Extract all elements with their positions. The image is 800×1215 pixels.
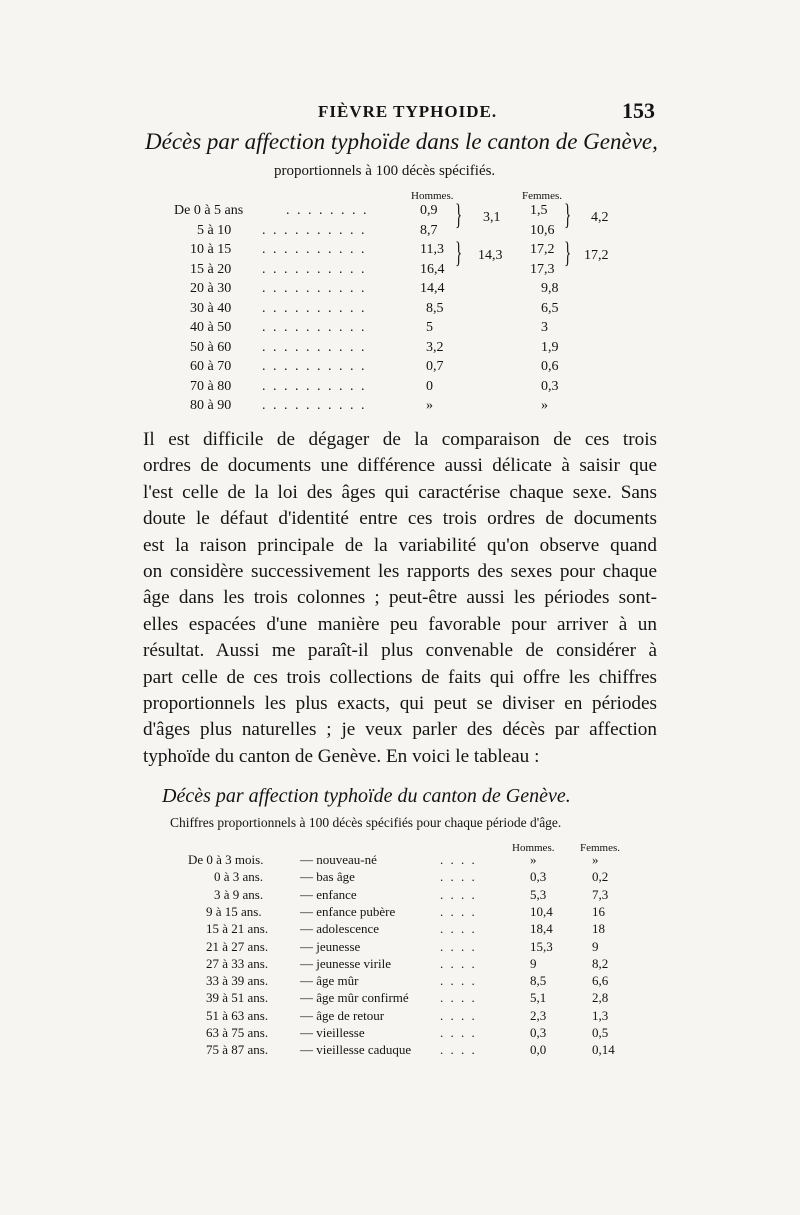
paragraph-line: âge dans les trois colonnes ; peut-être aussi les périodes sont- [143, 587, 657, 609]
table2-age-cell: De 0 à 3 mois. [188, 852, 264, 867]
table2-period-cell: — enfance pubère [300, 903, 396, 919]
table1-row [0, 359, 800, 379]
table1-women-cell: 3 [541, 320, 548, 335]
table2-age-cell: 63 à 75 ans. [206, 1025, 269, 1040]
table2-men-cell: 18,4 [530, 921, 553, 937]
table1-brace-women-0-10: } [564, 198, 572, 231]
table2-leader-dots: . . . . [440, 1007, 477, 1023]
table2-men-cell: 0,3 [530, 869, 547, 885]
table2-leader-dots: . . . . [440, 990, 477, 1006]
table2-men-cell: » [530, 852, 537, 867]
table1-row [0, 320, 800, 340]
table2-row [0, 869, 800, 887]
table1-age-cell: 80 à 90 [190, 398, 232, 413]
table2-men-cell: 15,3 [530, 938, 553, 954]
table1-men-cell: 14,4 [420, 281, 445, 296]
table2-age-cell: 33 à 39 ans. [206, 973, 269, 989]
table2-period-cell: — vieillesse [300, 1025, 365, 1040]
table2-women-cell: 6,6 [592, 973, 609, 989]
body-paragraph [143, 427, 657, 770]
table1-men-cell: 5 [426, 320, 433, 335]
table1-row [0, 281, 800, 301]
table1-leader-dots: . . . . . . . . . . [262, 320, 367, 335]
table2-row [0, 921, 800, 939]
paragraph-line: est la raison principale de la variabilité qu'on observe quand [143, 534, 657, 556]
table1-men-cell: 0,7 [426, 359, 444, 374]
table1-group-women-10-20: 17,2 [584, 248, 609, 263]
table1-women-cell: » [541, 398, 548, 413]
table1-row [0, 262, 800, 282]
table1-women-cell: 6,5 [541, 300, 559, 316]
table1-age-cell: 70 à 80 [190, 378, 232, 394]
table1-leader-dots: . . . . . . . . [286, 203, 369, 218]
table2-leader-dots: . . . . [440, 852, 477, 867]
table2-age-cell: 0 à 3 ans. [214, 869, 264, 885]
table2-age-cell: 21 à 27 ans. [206, 938, 269, 954]
table2-men-cell: 0,0 [530, 1042, 547, 1058]
table1-subtitle: proportionnels à 100 décès spécifiés. [274, 163, 496, 179]
table2-women-cell: 1,3 [592, 1007, 609, 1023]
table1-age-cell: 20 à 30 [190, 281, 232, 296]
table1-group-men-10-20: 14,3 [478, 248, 503, 263]
table2-age-cell: 75 à 87 ans. [206, 1042, 269, 1058]
table2-age-cell: 3 à 9 ans. [214, 886, 264, 902]
table1-title: Décès par affection typhoïde dans le canton de Genève, [145, 129, 658, 154]
paragraph-line: part celle de ces trois collections de faits qui offre les chiffres [143, 666, 657, 688]
table2-women-cell: 8,2 [592, 955, 609, 971]
table1-leader-dots: . . . . . . . . . . [262, 398, 367, 413]
table1-brace-men-0-10: } [455, 198, 463, 231]
table2-row [0, 1025, 800, 1043]
table1-row [0, 301, 800, 321]
table2-row [0, 1008, 800, 1026]
table2-period-cell: — âge de retour [300, 1007, 385, 1023]
table2-men-cell: 2,3 [530, 1007, 547, 1023]
table2-row [0, 852, 800, 870]
paragraph-line: l'est celle de la loi des âges qui caractérise chaque sexe. Sans [143, 481, 657, 503]
table2-leader-dots: . . . . [440, 886, 477, 902]
table1-age-cell: 60 à 70 [190, 359, 232, 374]
table2-leader-dots: . . . . [440, 1042, 477, 1058]
table2-row [0, 990, 800, 1008]
table1-women-cell: 9,8 [541, 281, 559, 296]
table2-age-cell: 51 à 63 ans. [206, 1007, 269, 1023]
table2-period-cell: — bas âge [300, 869, 355, 885]
table2-row [0, 904, 800, 922]
paragraph-line: doute le défaut d'identité entre ces trois ordres de documents [143, 508, 657, 530]
table2-row [0, 956, 800, 974]
table2-leader-dots: . . . . [440, 973, 477, 989]
table1-women-cell: 0,3 [541, 378, 559, 394]
table2-leader-dots: . . . . [440, 1025, 477, 1040]
table2-period-cell: — enfance [300, 886, 357, 902]
paragraph-line: typhoïde du canton de Genève. En voici le tableau : [143, 745, 540, 767]
table1-leader-dots: . . . . . . . . . . [262, 261, 367, 277]
table1-age-cell: 10 à 15 [190, 242, 232, 257]
table2-women-cell: 9 [592, 938, 599, 954]
table1-row [0, 242, 800, 262]
table1-leader-dots: . . . . . . . . . . [262, 242, 367, 257]
table2-women-cell: 0,14 [592, 1042, 615, 1058]
table2-row [0, 887, 800, 905]
table1-leader-dots: . . . . . . . . . . [262, 359, 367, 374]
table2-leader-dots: . . . . [440, 869, 477, 885]
table1-age-cell: 30 à 40 [190, 300, 232, 316]
table1-women-cell: 10,6 [530, 222, 555, 238]
table1-age-cell: 15 à 20 [190, 261, 232, 277]
page-number: 153 [622, 98, 655, 123]
paragraph-line: ordres de documents une différence aussi délicate à saisir que [143, 455, 657, 477]
table2-women-cell: 16 [592, 903, 605, 919]
table2-col-men: Hommes. [512, 842, 555, 854]
table2-leader-dots: . . . . [440, 921, 477, 937]
table2-row [0, 1042, 800, 1060]
table1-row [0, 223, 800, 243]
table2-leader-dots: . . . . [440, 938, 477, 954]
table2-women-cell: 0,2 [592, 869, 609, 885]
table2-age-cell: 15 à 21 ans. [206, 921, 269, 937]
table1-men-cell: » [426, 398, 433, 413]
table1-age-cell: 5 à 10 [197, 222, 232, 238]
table1-row [0, 203, 800, 223]
table1-brace-women-10-20: } [564, 236, 572, 269]
table1-row [0, 379, 800, 399]
table2-women-cell: » [592, 852, 599, 867]
table2-men-cell: 0,3 [530, 1025, 547, 1040]
table1-women-cell: 17,3 [530, 261, 555, 277]
table2-period-cell: — nouveau-né [300, 852, 377, 867]
table1-men-cell: 11,3 [420, 242, 444, 257]
table1-men-cell: 3,2 [426, 339, 444, 355]
paragraph-line: d'âges plus naturelles ; je veux parler des décès par affection [143, 719, 657, 741]
table1-group-men-0-10: 3,1 [483, 210, 501, 225]
table1-women-cell: 1,9 [541, 339, 559, 355]
table1-men-cell: 8,7 [420, 222, 438, 238]
table2-women-cell: 0,5 [592, 1025, 609, 1040]
table2-men-cell: 5,1 [530, 990, 547, 1006]
table1-men-cell: 16,4 [420, 261, 445, 277]
table1-age-cell: 40 à 50 [190, 320, 232, 335]
table2-leader-dots: . . . . [440, 955, 477, 971]
table2-age-cell: 9 à 15 ans. [206, 903, 262, 919]
table2-women-cell: 7,3 [592, 886, 609, 902]
table2-row [0, 939, 800, 957]
paragraph-line: résultat. Aussi me paraît-il plus convenable de considérer à [143, 640, 657, 662]
table1-brace-men-10-20: } [455, 236, 463, 269]
table1-women-cell: 0,6 [541, 359, 559, 374]
table1-leader-dots: . . . . . . . . . . [262, 300, 367, 316]
table2-period-cell: — âge mûr confirmé [300, 990, 409, 1006]
running-title: FIÈVRE TYPHOIDE. [318, 102, 498, 121]
table2-men-cell: 8,5 [530, 973, 547, 989]
table2-age-cell: 39 à 51 ans. [206, 990, 269, 1006]
table2-men-cell: 9 [530, 955, 537, 971]
table1-age-cell: 50 à 60 [190, 339, 232, 355]
paragraph-line: proportionnels les plus exacts, qui peut se diviser en périodes [143, 692, 657, 714]
table1-leader-dots: . . . . . . . . . . [262, 222, 367, 238]
table2-women-cell: 2,8 [592, 990, 609, 1006]
table2-col-women: Femmes. [580, 842, 621, 854]
table1-leader-dots: . . . . . . . . . . [262, 281, 367, 296]
table2-leader-dots: . . . . [440, 903, 477, 919]
table2-period-cell: — âge mûr [300, 973, 359, 989]
running-head [0, 98, 800, 132]
table1-women-cell: 1,5 [530, 203, 548, 218]
table1-leader-dots: . . . . . . . . . . [262, 378, 367, 394]
table1-men-cell: 8,5 [426, 300, 444, 316]
table1-row [0, 398, 800, 418]
table1-row [0, 340, 800, 360]
table2-period-cell: — jeunesse virile [300, 955, 391, 971]
paragraph-line: on considère successivement les rapports des sexes pour chaque [143, 560, 657, 582]
table1-group-women-0-10: 4,2 [591, 210, 609, 225]
table1-men-cell: 0 [426, 378, 433, 394]
table1-age-cell: De 0 à 5 ans [174, 203, 244, 218]
table2-men-cell: 10,4 [530, 903, 553, 919]
table1-col-women: Femmes. [522, 190, 563, 202]
table2-period-cell: — jeunesse [300, 938, 361, 954]
table2-men-cell: 5,3 [530, 886, 547, 902]
table2-age-cell: 27 à 33 ans. [206, 955, 269, 971]
table1-leader-dots: . . . . . . . . . . [262, 339, 367, 355]
paragraph-line: Il est difficile de dégager de la comparaison de ces trois [143, 429, 657, 450]
table2-period-cell: — vieillesse caduque [300, 1042, 412, 1058]
table1-men-cell: 0,9 [420, 203, 438, 218]
table2-subtitle: Chiffres proportionnels à 100 décès spécifiés pour chaque période d'âge. [170, 815, 562, 830]
table1-women-cell: 17,2 [530, 242, 555, 257]
table2-row [0, 973, 800, 991]
table2-period-cell: — adolescence [300, 921, 380, 937]
table2-women-cell: 18 [592, 921, 605, 937]
table2-title: Décès par affection typhoïde du canton de Genève. [162, 785, 571, 807]
paragraph-line: elles espacées d'une manière peu favorable pour arriver à un [143, 613, 657, 635]
table1-col-men: Hommes. [411, 190, 454, 202]
